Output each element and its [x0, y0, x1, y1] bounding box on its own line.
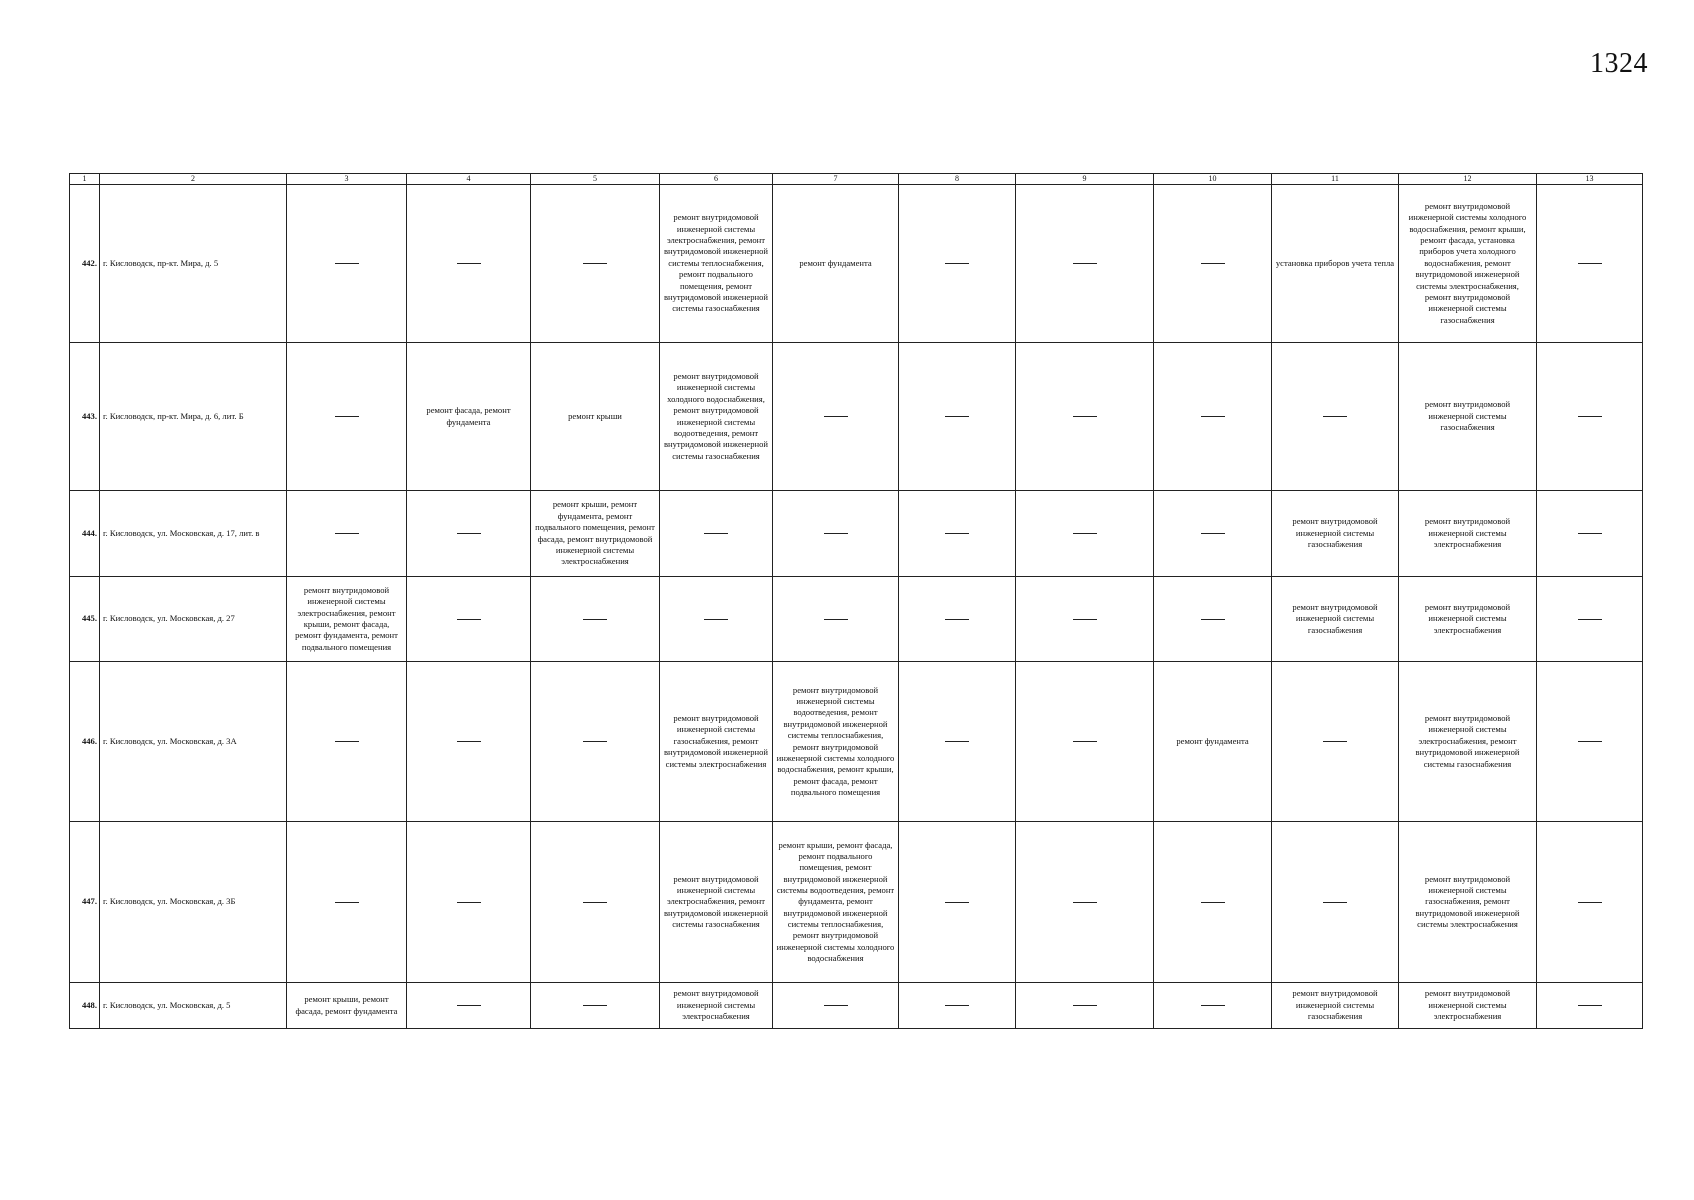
table-row — [70, 822, 1643, 983]
empty-cell — [407, 983, 531, 1029]
work-cell: ремонт фундамента — [1154, 662, 1272, 822]
empty-cell — [899, 983, 1016, 1029]
dash-mark — [1073, 416, 1097, 417]
empty-cell — [899, 577, 1016, 662]
empty-cell — [1016, 822, 1154, 983]
empty-cell — [1537, 343, 1643, 491]
column-number-row — [70, 174, 1643, 185]
dash-mark — [335, 533, 359, 534]
empty-cell — [1154, 491, 1272, 577]
empty-cell — [531, 577, 660, 662]
dash-mark — [1578, 263, 1602, 264]
empty-cell — [407, 822, 531, 983]
dash-mark — [335, 902, 359, 903]
work-cell: ремонт крыши — [531, 343, 660, 491]
address-cell: г. Кисловодск, ул. Московская, д. 27 — [100, 577, 287, 662]
row-number: 445. — [70, 577, 100, 662]
dash-mark — [1201, 1005, 1225, 1006]
dash-mark — [945, 741, 969, 742]
empty-cell — [899, 491, 1016, 577]
empty-cell — [1537, 577, 1643, 662]
empty-cell — [1272, 343, 1399, 491]
empty-cell — [1154, 983, 1272, 1029]
dash-mark — [1201, 533, 1225, 534]
dash-mark — [945, 533, 969, 534]
work-cell: ремонт фасада, ремонт фундамента — [407, 343, 531, 491]
column-number-cell: 12 — [1399, 174, 1537, 185]
work-cell: установка приборов учета тепла — [1272, 185, 1399, 343]
dash-mark — [1073, 1005, 1097, 1006]
empty-cell — [1272, 822, 1399, 983]
address-cell: г. Кисловодск, ул. Московская, д. 3Б — [100, 822, 287, 983]
empty-cell — [531, 822, 660, 983]
dash-mark — [457, 263, 481, 264]
dash-mark — [335, 263, 359, 264]
page-number: 1324 — [1590, 48, 1648, 79]
dash-mark — [1201, 902, 1225, 903]
work-cell: ремонт фундамента — [773, 185, 899, 343]
column-number-cell: 6 — [660, 174, 773, 185]
dash-mark — [583, 741, 607, 742]
dash-mark — [583, 902, 607, 903]
empty-cell — [531, 662, 660, 822]
work-cell: ремонт внутридомовой инженерной системы электроснабжения, ремонт внутридомовой инженерной системы газоснабжения — [660, 822, 773, 983]
work-cell: ремонт внутридомовой инженерной системы электроснабжения — [660, 983, 773, 1029]
column-number-cell: 11 — [1272, 174, 1399, 185]
dash-mark — [457, 741, 481, 742]
table-row — [70, 185, 1643, 343]
address-cell: г. Кисловодск, ул. Московская, д. 17, лит. в — [100, 491, 287, 577]
column-number-cell: 5 — [531, 174, 660, 185]
empty-cell — [1016, 343, 1154, 491]
row-number: 447. — [70, 822, 100, 983]
column-number-cell: 2 — [100, 174, 287, 185]
work-cell: ремонт внутридомовой инженерной системы электроснабжения, ремонт крыши, ремонт фасада, ремонт фундамента, ремонт подвального помещения — [287, 577, 407, 662]
column-number-cell: 3 — [287, 174, 407, 185]
empty-cell — [531, 983, 660, 1029]
work-cell: ремонт внутридомовой инженерной системы водоотведения, ремонт внутридомовой инженерной системы теплоснабжения, ремонт внутридомовой инженерной системы холодного водоснабжения, ремонт крыши, ремонт фасада, ремонт подвального помещения — [773, 662, 899, 822]
empty-cell — [1016, 185, 1154, 343]
table-row — [70, 662, 1643, 822]
row-number: 448. — [70, 983, 100, 1029]
empty-cell — [1537, 983, 1643, 1029]
empty-cell — [773, 577, 899, 662]
dash-mark — [1323, 741, 1347, 742]
empty-cell — [1272, 662, 1399, 822]
dash-mark — [945, 1005, 969, 1006]
work-cell: ремонт внутридомовой инженерной системы газоснабжения — [1272, 491, 1399, 577]
dash-mark — [1578, 533, 1602, 534]
empty-cell — [1016, 983, 1154, 1029]
empty-cell — [287, 822, 407, 983]
repair-schedule-table — [69, 173, 1643, 1029]
address-cell: г. Кисловодск, пр-кт. Мира, д. 6, лит. Б — [100, 343, 287, 491]
table-row — [70, 983, 1643, 1029]
dash-mark — [1073, 619, 1097, 620]
empty-cell — [660, 491, 773, 577]
empty-cell — [899, 822, 1016, 983]
empty-cell — [1016, 577, 1154, 662]
work-cell: ремонт внутридомовой инженерной системы газоснабжения, ремонт внутридомовой инженерной системы электроснабжения — [660, 662, 773, 822]
empty-cell — [1537, 662, 1643, 822]
address-cell: г. Кисловодск, ул. Московская, д. 5 — [100, 983, 287, 1029]
empty-cell — [531, 185, 660, 343]
dash-mark — [1578, 741, 1602, 742]
empty-cell — [899, 343, 1016, 491]
empty-cell — [1016, 491, 1154, 577]
dash-mark — [1073, 902, 1097, 903]
column-number-cell: 9 — [1016, 174, 1154, 185]
empty-cell — [1154, 185, 1272, 343]
dash-mark — [945, 619, 969, 620]
empty-cell — [287, 662, 407, 822]
column-number-cell: 13 — [1537, 174, 1643, 185]
table-row — [70, 577, 1643, 662]
dash-mark — [583, 619, 607, 620]
dash-mark — [335, 741, 359, 742]
column-number-cell: 1 — [70, 174, 100, 185]
dash-mark — [824, 619, 848, 620]
dash-mark — [335, 416, 359, 417]
dash-mark — [583, 263, 607, 264]
empty-cell — [1016, 662, 1154, 822]
empty-cell — [773, 983, 899, 1029]
dash-mark — [1578, 416, 1602, 417]
work-cell: ремонт внутридомовой инженерной системы газоснабжения — [1399, 343, 1537, 491]
dash-mark — [824, 1005, 848, 1006]
work-cell: ремонт внутридомовой инженерной системы холодного водоснабжения, ремонт крыши, ремонт фасада, установка приборов учета холодного водоснабжения, ремонт внутридомовой инженерной системы электроснабжения, ремонт внутридомовой инженерной системы газоснабжения — [1399, 185, 1537, 343]
dash-mark — [1201, 619, 1225, 620]
dash-mark — [457, 533, 481, 534]
dash-mark — [945, 263, 969, 264]
dash-mark — [457, 902, 481, 903]
empty-cell — [773, 491, 899, 577]
column-number-cell: 10 — [1154, 174, 1272, 185]
empty-cell — [407, 491, 531, 577]
row-number: 446. — [70, 662, 100, 822]
empty-cell — [287, 491, 407, 577]
empty-cell — [660, 577, 773, 662]
empty-cell — [407, 662, 531, 822]
dash-mark — [1578, 619, 1602, 620]
table-row — [70, 491, 1643, 577]
column-number-cell: 4 — [407, 174, 531, 185]
work-cell: ремонт внутридомовой инженерной системы электроснабжения, ремонт внутридомовой инженерной системы теплоснабжения, ремонт подвального помещения, ремонт внутридомовой инженерной системы газоснабжения — [660, 185, 773, 343]
dash-mark — [1578, 1005, 1602, 1006]
empty-cell — [1154, 822, 1272, 983]
row-number: 442. — [70, 185, 100, 343]
dash-mark — [583, 1005, 607, 1006]
empty-cell — [287, 185, 407, 343]
empty-cell — [1537, 491, 1643, 577]
table-row — [70, 343, 1643, 491]
dash-mark — [1073, 741, 1097, 742]
row-number: 444. — [70, 491, 100, 577]
empty-cell — [407, 185, 531, 343]
dash-mark — [1323, 902, 1347, 903]
dash-mark — [704, 619, 728, 620]
address-cell: г. Кисловодск, пр-кт. Мира, д. 5 — [100, 185, 287, 343]
dash-mark — [945, 902, 969, 903]
column-number-cell: 8 — [899, 174, 1016, 185]
table-body — [70, 174, 1643, 1029]
work-cell: ремонт крыши, ремонт фундамента, ремонт подвального помещения, ремонт фасада, ремонт внутридомовой инженерной системы электроснабжения — [531, 491, 660, 577]
empty-cell — [287, 343, 407, 491]
empty-cell — [407, 577, 531, 662]
empty-cell — [899, 185, 1016, 343]
dash-mark — [457, 1005, 481, 1006]
dash-mark — [457, 619, 481, 620]
empty-cell — [899, 662, 1016, 822]
work-cell: ремонт внутридомовой инженерной системы электроснабжения — [1399, 577, 1537, 662]
dash-mark — [1323, 416, 1347, 417]
dash-mark — [945, 416, 969, 417]
empty-cell — [1154, 343, 1272, 491]
work-cell: ремонт внутридомовой инженерной системы газоснабжения — [1272, 577, 1399, 662]
work-cell: ремонт внутридомовой инженерной системы холодного водоснабжения, ремонт внутридомовой инженерной системы водоотведения, ремонт внутридомовой инженерной системы газоснабжения — [660, 343, 773, 491]
dash-mark — [824, 416, 848, 417]
empty-cell — [1154, 577, 1272, 662]
dash-mark — [1201, 263, 1225, 264]
work-cell: ремонт крыши, ремонт фасада, ремонт подвального помещения, ремонт внутридомовой инженерной системы водоотведения, ремонт фундамента, ремонт внутридомовой инженерной системы теплоснабжения, ремонт внутридомовой инженерной системы холодного водоснабжения — [773, 822, 899, 983]
work-cell: ремонт внутридомовой инженерной системы газоснабжения — [1272, 983, 1399, 1029]
dash-mark — [1201, 416, 1225, 417]
work-cell: ремонт внутридомовой инженерной системы электроснабжения — [1399, 491, 1537, 577]
work-cell: ремонт внутридомовой инженерной системы электроснабжения, ремонт внутридомовой инженерной системы газоснабжения — [1399, 662, 1537, 822]
dash-mark — [1073, 533, 1097, 534]
column-number-cell: 7 — [773, 174, 899, 185]
dash-mark — [1073, 263, 1097, 264]
dash-mark — [704, 533, 728, 534]
empty-cell — [1537, 185, 1643, 343]
work-cell: ремонт внутридомовой инженерной системы газоснабжения, ремонт внутридомовой инженерной системы электроснабжения — [1399, 822, 1537, 983]
dash-mark — [1578, 902, 1602, 903]
row-number: 443. — [70, 343, 100, 491]
dash-mark — [824, 533, 848, 534]
address-cell: г. Кисловодск, ул. Московская, д. 3А — [100, 662, 287, 822]
empty-cell — [1537, 822, 1643, 983]
work-cell: ремонт крыши, ремонт фасада, ремонт фундамента — [287, 983, 407, 1029]
work-cell: ремонт внутридомовой инженерной системы электроснабжения — [1399, 983, 1537, 1029]
empty-cell — [773, 343, 899, 491]
